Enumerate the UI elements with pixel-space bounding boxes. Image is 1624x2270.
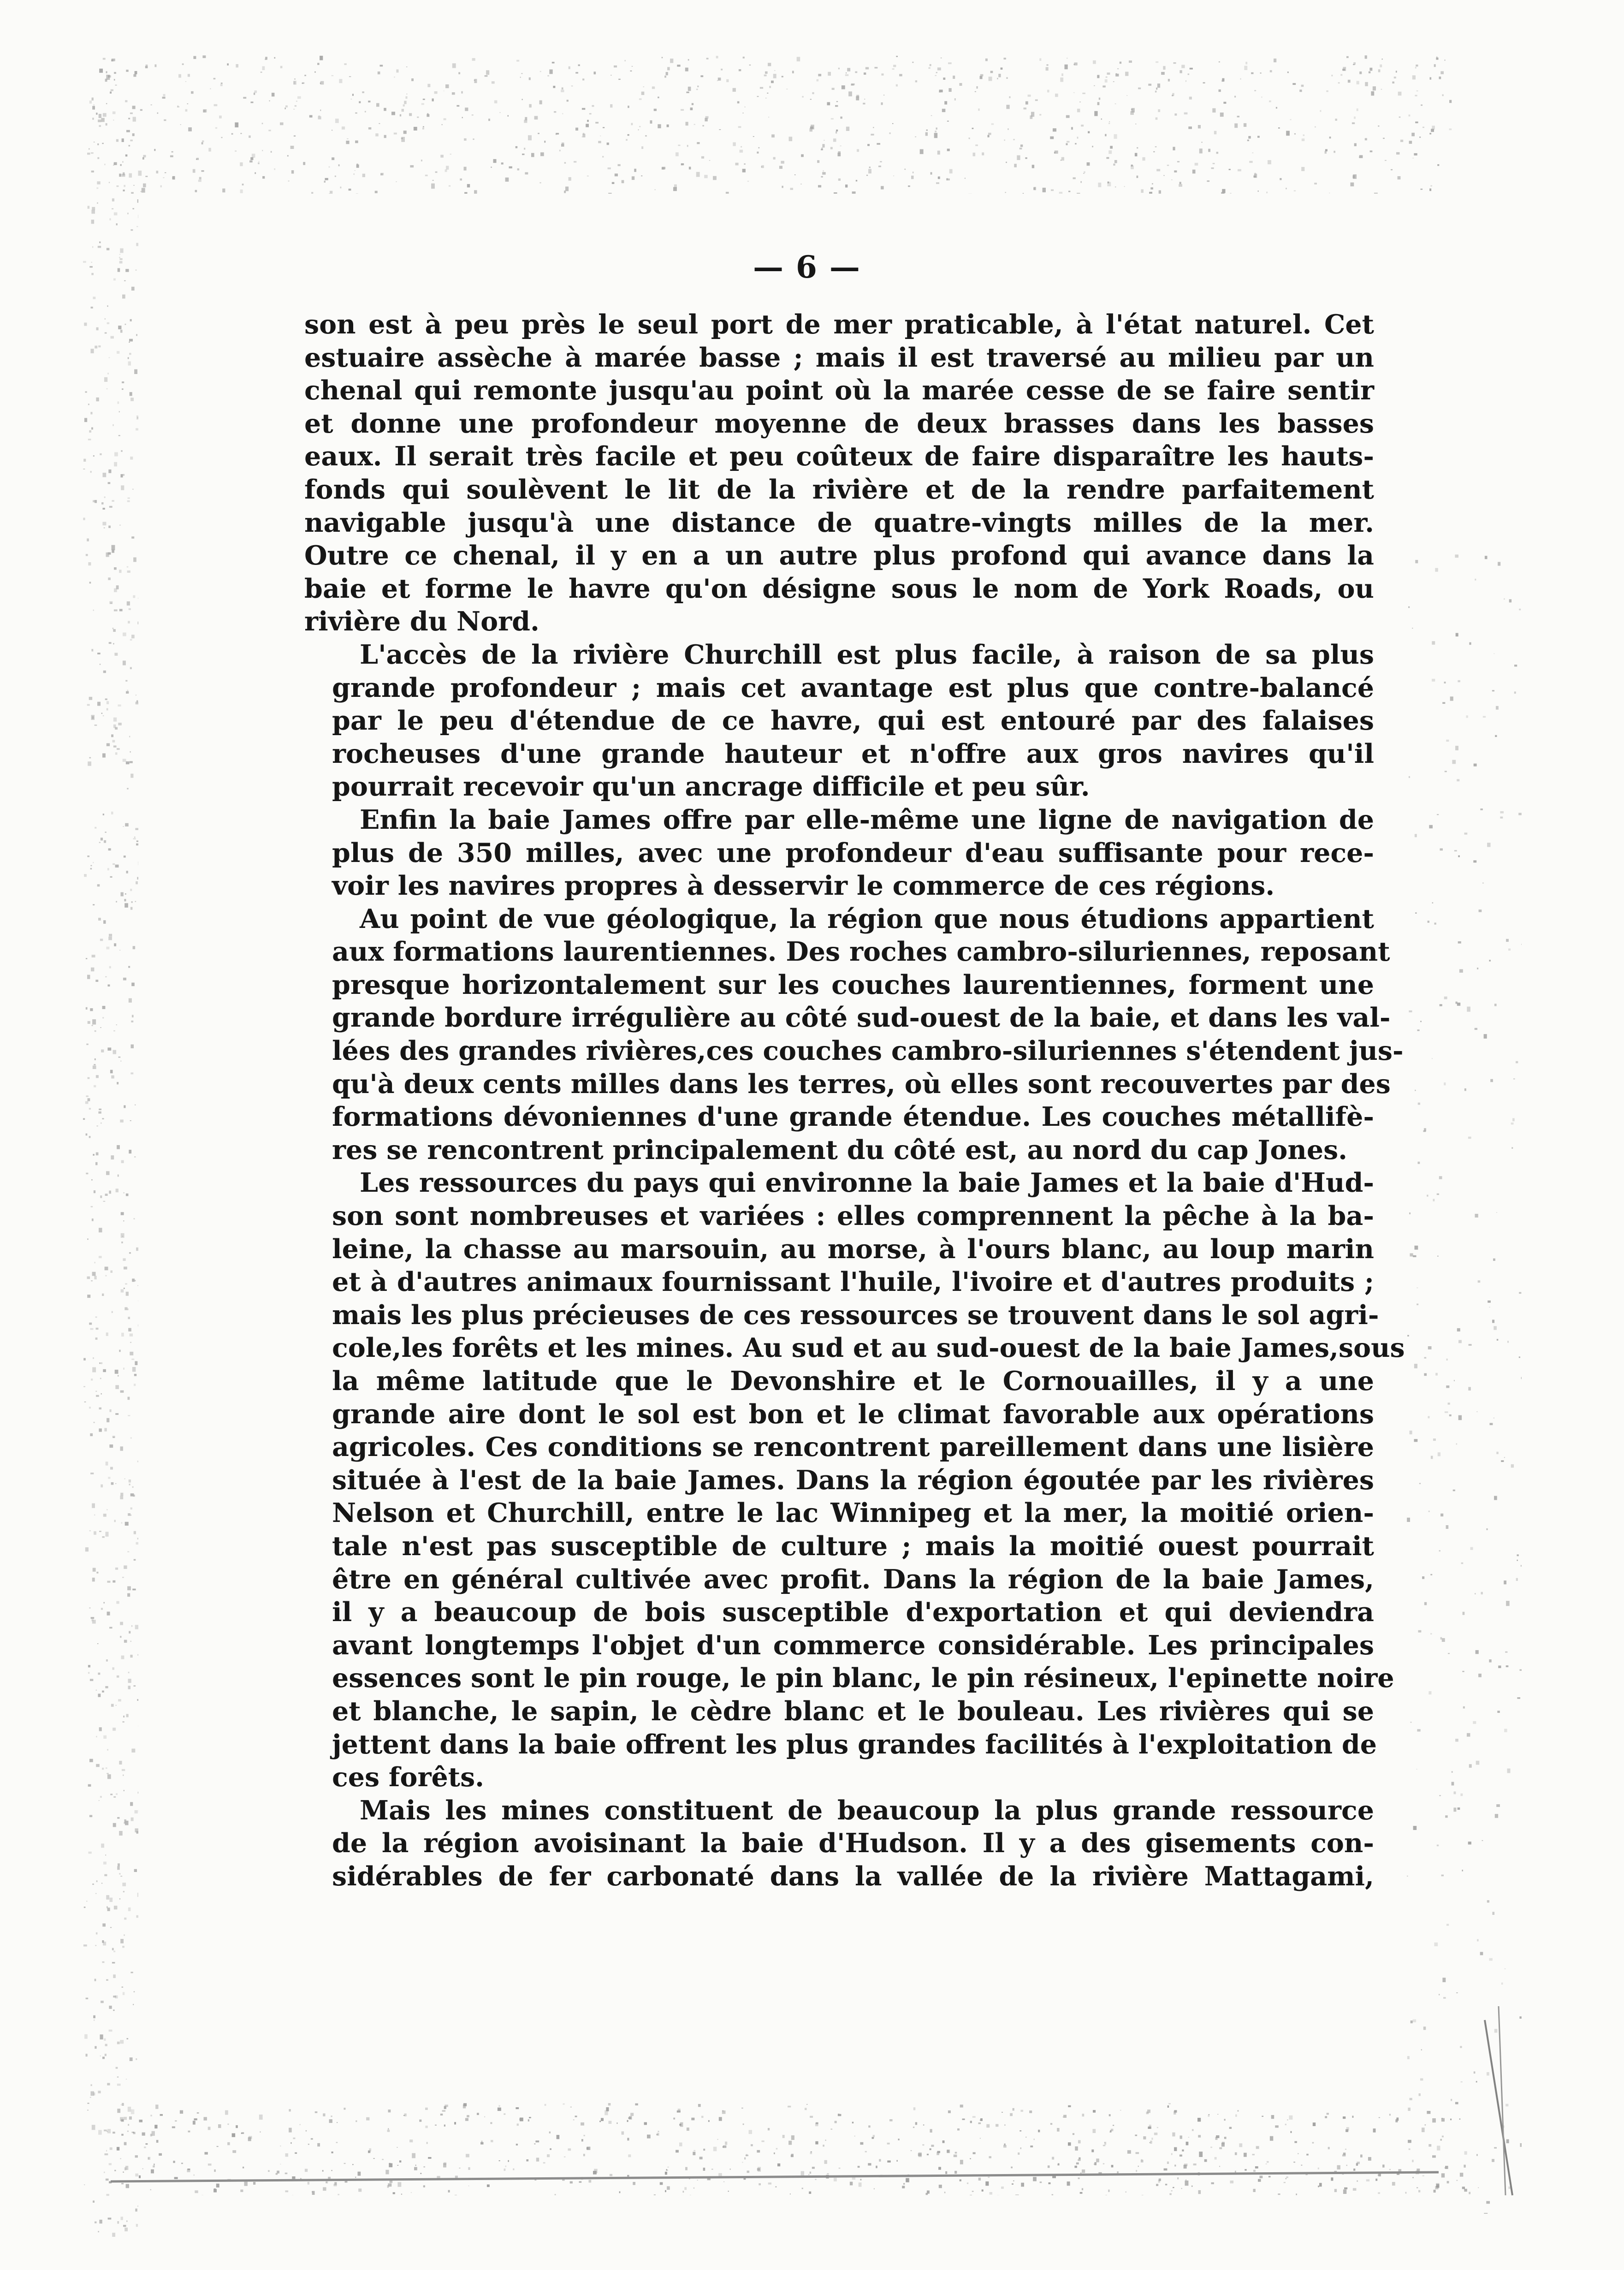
text-line: plus de 350 milles, avec une profondeur d'eau suffisante pour rece- (332, 837, 1374, 868)
text-line: et à d'autres animaux fournissant l'huile, l'ivoire et d'autres produits ; (332, 1266, 1374, 1298)
text-line: Les ressources du pays qui environne la baie James et la baie d'Hud- (360, 1167, 1374, 1199)
paragraph (304, 803, 1374, 903)
text-line: son est à peu près le seul port de mer praticable, à l'état naturel. Cet (304, 309, 1374, 340)
text-line: Nelson et Churchill, entre le lac Winnipeg et la mer, la moitié orien- (332, 1497, 1374, 1529)
text-line: Enfin la baie James offre par elle-même une ligne de navigation de (360, 804, 1374, 835)
text-line: voir les navires propres à desservir le commerce de ces régions. (332, 870, 1275, 902)
paragraph (304, 903, 1404, 1167)
text-line: fonds qui soulèvent le lit de la rivière et de la rendre parfaitement (304, 474, 1374, 505)
text-line: de la région avoisinant la baie d'Hudson. Il y a des gisements con- (332, 1828, 1374, 1859)
text-line: qu'à deux cents milles dans les terres, où elles sont recouvertes par des (332, 1068, 1391, 1099)
text-line: presque horizontalement sur les couches laurentiennes, forment une (332, 969, 1374, 1000)
scan-noise-bottom (101, 2103, 1466, 2195)
text-line: Outre ce chenal, il y en a un autre plus profond qui avance dans la (304, 540, 1374, 571)
paragraph (304, 638, 1374, 803)
text-line: avant longtemps l'objet d'un commerce considérable. Les principales (332, 1629, 1374, 1661)
paragraph (304, 1794, 1374, 1893)
text-line: grande profondeur ; mais cet avantage est plus que contre-balancé (332, 672, 1374, 703)
text-line: eaux. Il serait très facile et peu coûteux de faire disparaître les hauts- (304, 441, 1374, 472)
text-line: pourrait recevoir qu'un ancrage difficile et peu sûr. (332, 771, 1090, 802)
text-line: Au point de vue géologique, la région que nous étudions appartient (360, 903, 1374, 934)
text-line: grande aire dont le sol est bon et le climat favorable aux opérations (332, 1398, 1374, 1430)
text-line: agricoles. Ces conditions se rencontrent pareillement dans une lisière (332, 1432, 1374, 1463)
text-line: estuaire assèche à marée basse ; mais il est traversé au milieu par un (304, 342, 1374, 373)
text-line: jettent dans la baie offrent les plus grandes facilités à l'exploitation de (332, 1729, 1377, 1760)
paragraph (304, 1166, 1405, 1794)
page-number: — 6 — (753, 249, 861, 285)
text-line: aux formations laurentiennes. Des roches cambro-siluriennes, reposant (332, 936, 1390, 968)
text-line: navigable jusqu'à une distance de quatre-vingts milles de la mer. (304, 507, 1374, 538)
text-line: lées des grandes rivières,ces couches cambro-siluriennes s'étendent jus- (332, 1035, 1404, 1067)
text-line: par le peu d'étendue de ce havre, qui est entouré par des falaises (332, 705, 1374, 737)
paragraph (304, 308, 1374, 638)
scan-noise-top (92, 55, 1452, 194)
text-line: sidérables de fer carbonaté dans la vallée de la rivière Mattagami, (332, 1860, 1374, 1892)
text-line: être en général cultivée avec profit. Dans la région de la baie James, (332, 1563, 1374, 1595)
text-line: essences sont le pin rouge, le pin blanc, le pin résineux, l'epinette noire (332, 1663, 1394, 1694)
text-line: il y a beaucoup de bois susceptible d'exportation et qui deviendra (332, 1597, 1374, 1628)
text-line: baie et forme le havre qu'on désigne sous le nom de York Roads, ou (304, 573, 1374, 604)
text-line: chenal qui remonte jusqu'au point où la marée cesse de se faire sentir (304, 375, 1374, 406)
text-line: la même latitude que le Devonshire et le Cornouailles, il y a une (332, 1366, 1374, 1396)
text-line: rocheuses d'une grande hauteur et n'offre aux gros navires qu'il (332, 738, 1374, 769)
text-line: son sont nombreuses et variées : elles comprennent la pêche à la ba- (332, 1200, 1374, 1232)
text-line: res se rencontrent principalement du côté est, au nord du cap Jones. (332, 1134, 1348, 1165)
text-line: L'accès de la rivière Churchill est plus facile, à raison de sa plus (360, 639, 1374, 670)
text-line: formations dévoniennes d'une grande étendue. Les couches métallifè- (332, 1101, 1374, 1133)
body-text (304, 308, 1405, 1893)
text-line: située à l'est de la baie James. Dans la région égoutée par les rivières (332, 1464, 1374, 1496)
scan-noise-right (1406, 553, 1522, 2214)
scan-noise-left (83, 69, 138, 2237)
text-line: et blanche, le sapin, le cèdre blanc et le bouleau. Les rivières qui se (332, 1695, 1374, 1727)
text-line: rivière du Nord. (304, 606, 539, 637)
text-line: grande bordure irrégulière au côté sud-ouest de la baie, et dans les val- (332, 1002, 1391, 1034)
text-line: tale n'est pas susceptible de culture ; mais la moitié ouest pourrait (332, 1530, 1374, 1562)
text-line: leine, la chasse au marsouin, au morse, à l'ours blanc, au loup marin (332, 1233, 1374, 1265)
text-line: ces forêts. (332, 1762, 485, 1793)
text-line: mais les plus précieuses de ces ressources se trouvent dans le sol agri- (332, 1299, 1379, 1331)
text-line: et donne une profondeur moyenne de deux brasses dans les basses (304, 408, 1374, 439)
text-line: cole,les forêts et les mines. Au sud et au sud-ouest de la baie James,sous (332, 1332, 1405, 1364)
text-line: Mais les mines constituent de beaucoup la plus grande ressource (360, 1795, 1374, 1826)
